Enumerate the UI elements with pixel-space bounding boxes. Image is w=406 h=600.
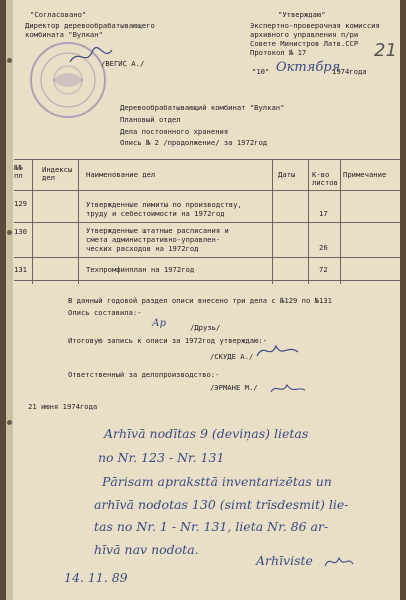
table-bottom-rule (14, 280, 400, 281)
department: Плановый отдел (120, 115, 181, 124)
approval-right-line1: Экспертно-проверочная комиссия (250, 21, 380, 30)
row-name-line: Утвержденные лимиты по производству, (86, 200, 242, 209)
document-date: 21 июня 1974года (28, 402, 98, 411)
responsible-label: Ответственный за делопроизводство:- (68, 370, 220, 379)
binding-hole (7, 230, 12, 235)
responsible-signature-mark (268, 380, 308, 398)
summary-line: В данный годовой раздел описи внесено три дела с №129 по №131 (68, 296, 332, 305)
responsible-name: /ЭРМАНЕ М./ (210, 383, 258, 392)
handwritten-line: hīvā nav nodota. (94, 542, 199, 557)
row-sheets: 72 (319, 265, 328, 274)
protocol-label: Протокол № 17 (250, 48, 307, 57)
final-name: /СКУДЕ А./ (210, 352, 254, 361)
approval-date-month: Октября (276, 60, 341, 75)
header-no: №№ пп (14, 163, 23, 180)
header-sheets: К-во листов (312, 170, 338, 187)
header-name: Наименование дел (86, 170, 156, 179)
org-name: Деревообрабатывающий комбинат "Вулкан" (120, 103, 285, 112)
binding-hole (7, 58, 12, 63)
handwritten-line: Pārisam apraksttā inventarizētas un (102, 474, 332, 489)
row-name-line: смета административно-управлен- (86, 235, 221, 244)
approval-date-year: 1974года (332, 67, 367, 76)
final-signature-mark (254, 340, 302, 362)
handwritten-line: tas no Nr. 1 - Nr. 131, lieta Nr. 86 ar- (94, 519, 329, 534)
compiled-signature: Ар (152, 318, 166, 329)
compiled-label: Опись составила:- (68, 308, 142, 317)
approval-left-line2: комбината "Вулкан" (25, 30, 103, 39)
approval-left-heading: "Согласовано" (30, 10, 87, 19)
binding-hole (7, 420, 12, 425)
row-name-line: ческих расходов на 1972год (86, 244, 199, 253)
storage-type: Дела постоянного хранения (120, 127, 229, 136)
binding-strip (6, 0, 13, 600)
compiled-name: /Друзь/ (190, 323, 221, 332)
row-rule (14, 222, 400, 223)
header-index: Индексы дел (42, 165, 73, 182)
row-no: 131 (14, 265, 27, 274)
header-notes: Примечание (343, 170, 387, 179)
row-no: 130 (14, 227, 27, 236)
page-number: 21 (374, 40, 397, 61)
final-label: Итоговую запись к описи за 1972год утверждаю:- (68, 336, 268, 345)
handwritten-line: Arhīvā nodītas 9 (deviņas) lietas (104, 426, 309, 441)
header-dates: Даты (278, 170, 296, 179)
document-page (6, 0, 400, 600)
approval-right-line2: архивного управления п/ри (250, 30, 359, 39)
inventory-title: Опись № 2 /продолжение/ за 1972год (120, 138, 268, 147)
handwritten-line: no Nr. 123 - Nr. 131 (98, 450, 225, 465)
row-name-line: Утвержденные штатные расписания и (86, 226, 229, 235)
signature-mark (66, 44, 116, 68)
row-rule (14, 257, 400, 258)
row-name-line: Техпромфинплан на 1972год (86, 265, 195, 274)
handwritten-date: 14. 11. 89 (64, 570, 128, 585)
row-no: 129 (14, 199, 27, 208)
approval-left-signature: /ВЕГИС А./ (101, 59, 145, 68)
table-header-rule (14, 190, 400, 191)
table-top-rule (14, 159, 400, 160)
row-sheets: 26 (319, 243, 328, 252)
handwritten-line: arhīvā nodotas 130 (simt trīsdesmit) lie- (94, 497, 349, 512)
approval-date-day: "10" (252, 67, 270, 76)
approval-right-heading: "Утверждаю" (278, 10, 326, 19)
approval-right-line3: Совете Министров Латв.ССР (250, 39, 359, 48)
row-name-line: труду и себестоимости на 1972год (86, 209, 225, 218)
archivist-signature-mark (322, 552, 356, 572)
archivist-label: Arhīviste (256, 553, 313, 568)
row-sheets: 17 (319, 209, 328, 218)
approval-left-line1: Директор деревообрабатывающего (25, 21, 155, 30)
